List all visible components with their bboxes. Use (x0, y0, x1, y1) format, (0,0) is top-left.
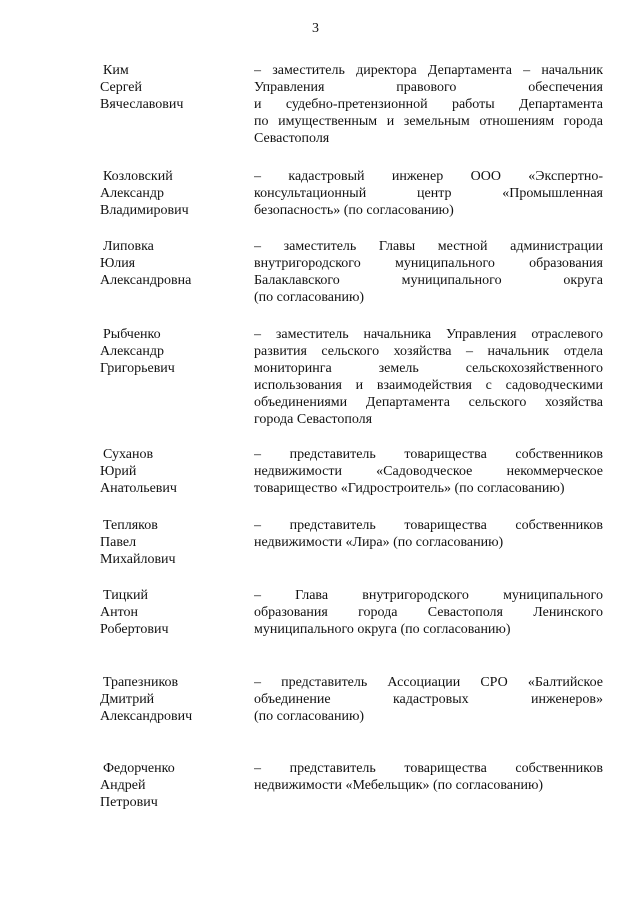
member-position-line: использования и взаимодействия с садоводческими (254, 378, 603, 393)
member-position-line: товарищество «Гидростроитель» (по согласованию) (254, 481, 565, 496)
member-position-line: – представитель товарищества собственников (254, 518, 603, 533)
member-name-line: Рыбченко (103, 327, 161, 342)
page-number: 3 (312, 21, 319, 36)
member-position-line: – представитель Ассоциации СРО «Балтийское (254, 675, 603, 690)
member-position-line: – заместитель директора Департамента – начальник (254, 63, 603, 78)
member-position-line: объединениями Департамента сельского хозяйства (254, 395, 603, 410)
member-name (100, 674, 240, 725)
member-position-line: муниципального округа (по согласованию) (254, 622, 511, 637)
member-name-line: Юрий (100, 464, 137, 479)
member-name-line: Федорченко (103, 761, 175, 776)
member-position-line: – Глава внутригородского муниципального (254, 588, 603, 603)
member-name-line: Робертович (100, 622, 169, 637)
member-name-line: Владимирович (100, 203, 189, 218)
member-position (254, 238, 603, 306)
member-position-line: – представитель товарищества собственников (254, 761, 603, 776)
member-position (254, 446, 603, 497)
member-position-line: – представитель товарищества собственников (254, 447, 603, 462)
member-position (254, 517, 603, 551)
member-position-line: Балаклавского муниципального округа (254, 273, 603, 288)
member-position-line: и судебно-претензионной работы Департамента (254, 97, 603, 112)
member-position-line: – заместитель начальника Управления отраслевого (254, 327, 603, 342)
member-name-line: Павел (100, 535, 137, 550)
member-position (254, 587, 603, 638)
member-name (100, 446, 240, 497)
member-name-line: Александровна (100, 273, 192, 288)
member-name-line: Андрей (100, 778, 146, 793)
member-name-line: Антон (100, 605, 139, 620)
member-position-line: консультационный центр «Промышленная (254, 186, 603, 201)
member-position-line: недвижимости «Лира» (по согласованию) (254, 535, 504, 550)
member-name-line: Тепляков (103, 518, 158, 533)
member-name-line: Анатольевич (100, 481, 177, 496)
member-position (254, 168, 603, 219)
member-position-line: недвижимости «Мебельщик» (по согласованию) (254, 778, 544, 793)
member-position-line: безопасность» (по согласованию) (254, 203, 454, 218)
member-position-line: – кадастровый инженер ООО «Экспертно- (254, 169, 603, 184)
member-name-line: Михайлович (100, 552, 176, 567)
member-position (254, 760, 603, 794)
member-name (100, 587, 240, 638)
member-name-line: Козловский (103, 169, 173, 184)
member-name-line: Вячеславович (100, 97, 184, 112)
member-position (254, 326, 603, 428)
member-name-line: Тицкий (103, 588, 148, 603)
member-name-line: Григорьевич (100, 361, 175, 376)
member-name-line: Петрович (100, 795, 158, 810)
member-name-line: Суханов (103, 447, 154, 462)
member-name-line: Александр (100, 186, 164, 201)
member-position-line: по имущественным и земельным отношениям города (254, 114, 603, 129)
member-name-line: Юлия (100, 256, 136, 271)
member-position-line: образования города Севастополя Ленинского (254, 605, 603, 620)
member-name (100, 326, 240, 377)
member-name-line: Сергей (100, 80, 142, 95)
member-position-line: внутригородского муниципального образования (254, 256, 603, 271)
member-name-line: Трапезников (103, 675, 179, 690)
member-name-line: Александр (100, 344, 164, 359)
member-position-line: недвижимости «Садоводческое некоммерческое (254, 464, 603, 479)
member-position-line: Управления правового обеспечения (254, 80, 603, 95)
member-name (100, 517, 240, 568)
member-position (254, 674, 603, 725)
member-name (100, 760, 240, 811)
member-position-line: – заместитель Главы местной администрации (254, 239, 603, 254)
member-position-line: объединение кадастровых инженеров» (254, 692, 603, 707)
member-name (100, 238, 240, 289)
member-name-line: Александрович (100, 709, 193, 724)
member-name (100, 62, 240, 113)
member-name (100, 168, 240, 219)
member-position (254, 62, 603, 147)
member-name-line: Дмитрий (100, 692, 155, 707)
member-position-line: развития сельского хозяйства – начальник отдела (254, 344, 603, 359)
member-position-line: (по согласованию) (254, 709, 365, 724)
member-position-line: города Севастополя (254, 412, 373, 427)
member-name-line: Ким (103, 63, 129, 78)
member-position-line: Севастополя (254, 131, 330, 146)
member-position-line: мониторинга земель сельскохозяйственного (254, 361, 603, 376)
member-position-line: (по согласованию) (254, 290, 365, 305)
member-name-line: Липовка (103, 239, 154, 254)
